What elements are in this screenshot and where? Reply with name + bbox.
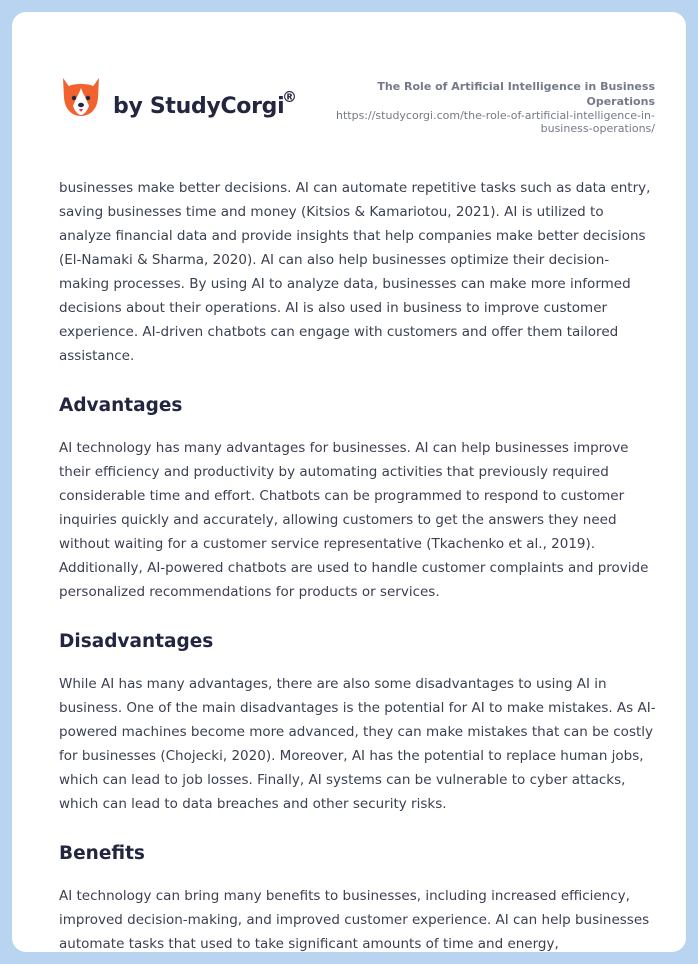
registered-mark: ® (282, 88, 297, 106)
document-title: The Role of Artificial Intelligence in Business Operations (377, 80, 655, 108)
studycorgi-logo[interactable] (60, 76, 320, 132)
page-header (12, 12, 686, 152)
section-paragraph-disadvantages: While AI has many advantages, there are also some disadvantages to using AI in business. One of the main disadvantages is the potential for AI to make mistakes. As AI-powered machines become more advanced, they can make mistakes that can be costly for businesses (Chojecki, 2020). Moreover, AI has the potential to replace human jobs, which can lead to job losses. Finally, AI systems can be vulnerable to cyber attacks, which can lead to data breaches and other security risks. (59, 676, 656, 812)
brand-name: by StudyCorgi (113, 94, 285, 119)
intro-paragraph: businesses make better decisions. AI can automate repetitive tasks such as data entry, saving businesses time and money (Kitsios & Kamariotou, 2021). AI is utilized to analyze financial data and provide insights that help companies make better decisions (El-Namaki & Sharma, 2020). AI can also help businesses optimize their decision-making processes. By using AI to analyze data, businesses can make more informed decisions about their operations. AI is also used in business to improve customer experience. AI-driven chatbots can engage with customers and offer them tailored assistance. (59, 180, 651, 364)
section-paragraph-benefits: AI technology can bring many benefits to businesses, including increased efficiency, improved decision-making, and improved customer experience. AI can help businesses automate tasks that used to take significant amounts of time and energy, (59, 888, 650, 952)
section-heading-advantages: Advantages (59, 395, 183, 416)
section-heading-disadvantages: Disadvantages (59, 631, 214, 652)
corgi-logo-icon (60, 76, 102, 120)
section-heading-benefits: Benefits (59, 843, 145, 864)
section-paragraph-advantages: AI technology has many advantages for businesses. AI can help businesses improve their efficiency and productivity by automating activities that previously required considerable time and effort. Chatbots can be programmed to respond to customer inquiries quickly and accurately, allowing customers to get the answers they need without waiting for a customer service representative (Tkachenko et al., 2019). Additionally, AI-powered chatbots are used to handle customer complaints and provide personalized recommendations for products or services. (59, 440, 649, 600)
document-url[interactable]: https://studycorgi.com/the-role-of-artificial-intelligence-in-business-operations/ (336, 109, 655, 135)
document-meta (315, 79, 655, 135)
document-page (12, 12, 686, 952)
article-body (59, 176, 659, 952)
